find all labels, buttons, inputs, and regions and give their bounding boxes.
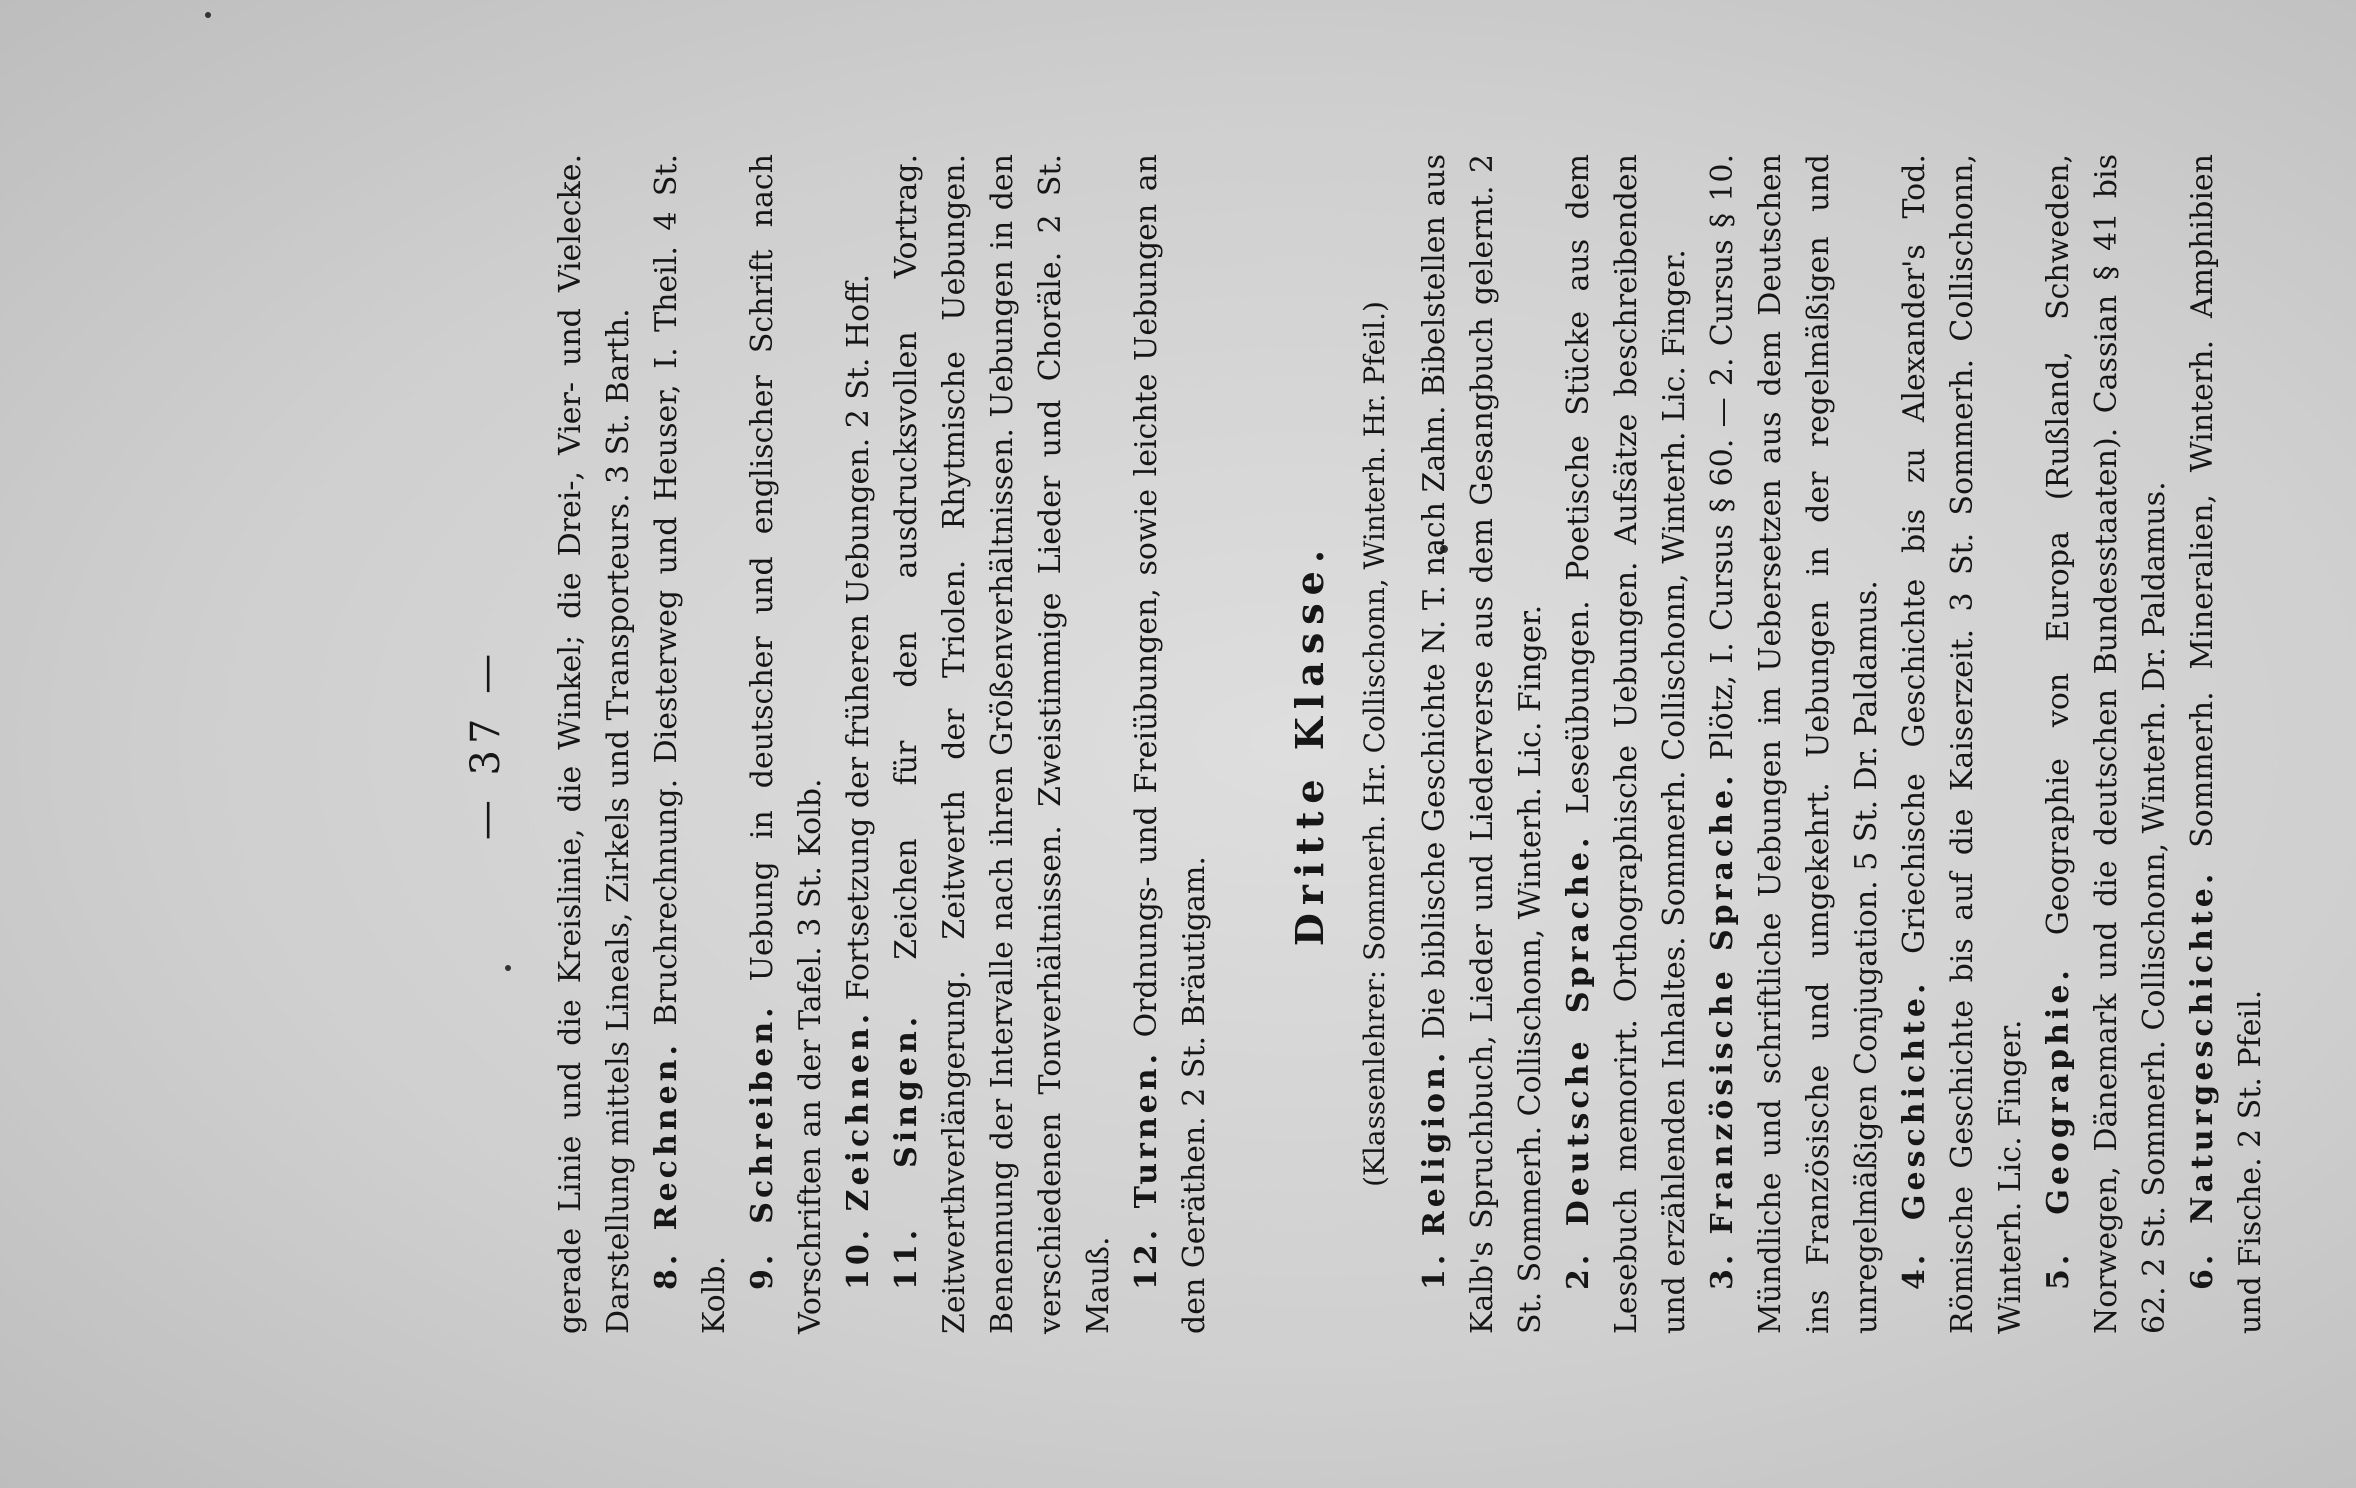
subject-label: 2. Deutsche Sprache. <box>1561 833 1596 1290</box>
paragraph-schreiben: 9. Schreiben. Uebung in deutscher und englischer Schrift nach Vorschriften an der Tafel. 3 St. Kolb. <box>745 154 828 1334</box>
paragraph-naturgeschichte: 6. Naturgeschichte. Sommerh. Mineralien, Winterh. Amphibien und Fische. 2 St. Pfeil. <box>2185 154 2268 1334</box>
paragraph-franzoesisch: 3. Französische Sprache. Plötz, I. Cursus § 60. — 2. Cursus § 10. Mündliche und schriftliche Uebungen im Uebersetzen aus dem Deutschen ins Französische und umgekehrt. Uebungen in der regelmäßigen und unregelmäßigen Conjugation. 5 St. Dr. Paldamus. <box>1705 154 1884 1334</box>
subject-label: 12. Turnen. <box>1129 1049 1164 1290</box>
paragraph-zeichnen: 10. Zeichnen. Fortsetzung der früheren Uebungen. 2 St. Hoff. <box>841 273 876 1290</box>
subject-label: 1. Religion. <box>1417 1048 1452 1290</box>
subject-label: 11. Singen. <box>889 1012 924 1290</box>
paragraph-singen: 11. Singen. Zeichen für den ausdrucksvollen Vortrag. Zeitwerthverlängerung. Zeitwerth der Triolen. Rhytmische Uebungen. Benennung der Intervalle nach ihren Größenverhältnissen. Uebungen in den verschiedenen Tonverhältnissen. Zweistimmige Lieder und Choräle. 2 St. Mauß. <box>889 154 1116 1334</box>
lower-section <box>1411 154 2275 1334</box>
subject-label: 4. Geschichte. <box>1897 979 1932 1290</box>
subject-label: 10. Zeichnen. <box>841 1009 876 1290</box>
section-heading: Dritte Klasse. <box>1287 541 1332 947</box>
paragraph-turnen: 12. Turnen. Ordnungs- und Freiübungen, sowie leichte Uebungen an den Geräthen. 2 St. Bräutigam. <box>1129 153 1212 1334</box>
page-content <box>463 154 2275 1334</box>
paragraph-deutsch: 2. Deutsche Sprache. Leseübungen. Poetische Stücke aus dem Lesebuch memorirt. Orthographische Uebungen. Aufsätze beschreibenden und erzählenden Inhaltes. Sommerh. Collischonn, Winterh. Lic. Finger. <box>1561 154 1692 1334</box>
paragraph-geographie: 5. Geographie. Geographie von Europa (Rußland, Schweden, Norwegen, Dänemark und die deutschen Bundesstaaten). Cassian § 41 bis 62. 2 St. Sommerh. Collischonn, Winterh. Dr. Paldamus. <box>2041 154 2172 1334</box>
section-subheading: (Klassenlehrer: Sommerh. Hr. Collischonn, Winterh. Hr. Pfeil.) <box>1358 301 1391 1187</box>
paragraph-rechnen: 8. Rechnen. Bruchrechnung. Diesterweg und Heuser, I. Theil. 4 St. Kolb. <box>649 154 732 1334</box>
subject-label: 3. Französische Sprache. <box>1705 771 1740 1290</box>
paragraph-geschichte: 4. Geschichte. Griechische Geschichte bis zu Alexander's Tod. Römische Geschichte bis auf die Kaiserzeit. 3 St. Sommerh. Collischonn, Winterh. Lic. Finger. <box>1897 154 2028 1334</box>
paragraph-religion: 1. Religion. Die biblische Geschichte N. T. nach Zahn. Bibelstellen aus Kalb's Spruchbuch, Lieder und Liederverse aus dem Gesangbuch gelernt. 2 St. Sommerh. Collischonn, Winterh. Lic. Finger. <box>1417 154 1548 1334</box>
subject-label: 8. Rechnen. <box>649 1041 684 1290</box>
subject-label: 9. Schreiben. <box>745 1003 780 1290</box>
rotated-page <box>178 94 2268 1394</box>
subject-label: 5. Geographie. <box>2041 966 2076 1290</box>
page-number-header: — 37 — <box>463 647 509 841</box>
subject-label: 6. Naturgeschichte. <box>2185 869 2220 1290</box>
paragraph-geometry: gerade Linie und die Kreislinie, die Winkel; die Drei-, Vier- und Vielecke. Darstellung mittels Lineals, Zirkels und Transporteurs. 3 St. Barth. <box>553 154 636 1334</box>
upper-section <box>547 154 1219 1334</box>
